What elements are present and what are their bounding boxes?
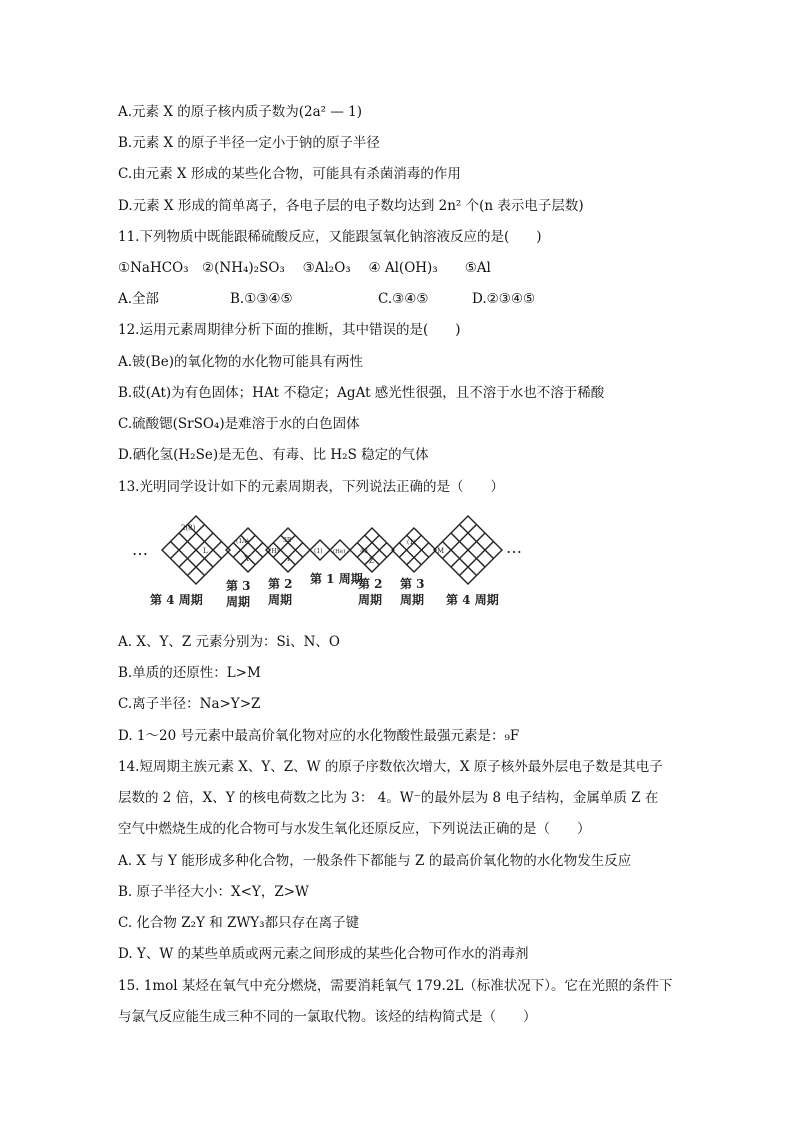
q11-stem: 11.下列物质中既能跟稀硫酸反应，又能跟氢氧化钠溶液反应的是( ) [118, 229, 542, 245]
q13-option-a: A. X、Y、Z 元素分别为：Si、N、O [118, 634, 340, 650]
cell-40: 40 [360, 548, 368, 555]
label-p3-left-b: 周期 [226, 595, 251, 609]
q10-option-a: A.元素 X 的原子核内质子数为(2a² — 1) [118, 104, 362, 120]
periodic-table-diagram [130, 508, 530, 612]
q13-stem: 13.光明同学设计如下的元素周期表，下列说法正确的是（ ） [118, 479, 504, 495]
cell-2-8: 2(8) [181, 524, 196, 532]
q11-option-a: A.全部 [118, 291, 160, 307]
cell-X: X [244, 555, 249, 563]
diagram-ellipsis-left: … [132, 540, 148, 559]
q14-stem-line3: 空气中燃烧生成的化合物可与水发生氧化还原反应，下列说法正确的是（ ） [118, 821, 591, 837]
cell-L: L [203, 547, 208, 555]
label-p3-right-b: 周期 [400, 593, 425, 607]
q11-options [118, 289, 678, 309]
q14-stem-line1: 14.短周期主族元素 X、Y、Z、W 的原子序数依次增大，X 原子核外最外层电子数是其电子 [118, 759, 663, 775]
cell-1: (1) [314, 548, 323, 555]
q14-option-a: A. X 与 Y 能形成多种化合物，一般条件下都能与 Z 的最高价氧化物的水化物发生反应 [118, 853, 632, 869]
q14-stem-line2: 层数的 2 倍，X、Y 的核电荷数之比为 3： 4。W⁻的最外层为 8 电子结构，金属单质 Z 在 [118, 790, 659, 806]
q12-stem: 12.运用元素周期律分析下面的推断，其中错误的是( ) [118, 322, 461, 338]
q11-option-c: C.③④⑤ [378, 291, 429, 307]
q14-option-b: B. 原子半径大小：X<Y，Z>W [118, 884, 309, 900]
label-p4-right: 第 4 周期 [446, 593, 499, 607]
label-p3-left-a: 第 3 [226, 579, 251, 593]
cell-M: M [437, 547, 445, 555]
q13-option-c: C.离子半径：Na>Y>Z [118, 696, 261, 712]
q15-stem-line2: 与氯气反应能生成三种不同的一氯取代物。该烃的结构简式是（ ） [118, 1009, 537, 1025]
q14-option-d: D. Y、W 的某些单质或两元素之间形成的某些化合物可作水的消毒剂 [118, 946, 529, 962]
q10-option-c: C.由元素 X 形成的某些化合物，可能具有杀菌消毒的作用 [118, 166, 461, 182]
q13-option-d: D. 1～20 号元素中最高价氧化物对应的水化物酸性最强元素是：₉F [118, 728, 520, 744]
cell-He: (He) [333, 549, 346, 555]
cell-Z: Z [369, 557, 374, 565]
cell-1A: (1A) [236, 538, 249, 545]
period2-right-diamond [350, 528, 394, 572]
label-p1: 第 1 周期 [310, 572, 363, 586]
label-p3-right-a: 第 3 [400, 577, 425, 591]
period4-left-diamond [162, 516, 230, 584]
q10-option-d: D.元素 X 形成的简单离子，各电子层的电子数均达到 2n² 个(n 表示电子层数) [118, 198, 584, 214]
cell-Y: Y [286, 555, 291, 563]
label-p2-right-a: 第 2 [358, 577, 383, 591]
q10-option-b: B.元素 X 的原子半径一定小于钠的原子半径 [118, 135, 380, 151]
cell-H: (H) [269, 548, 279, 555]
cell-1-right: (1) [407, 539, 416, 546]
label-p2-left-b: 周期 [268, 593, 293, 607]
period4-right-diamond [434, 516, 502, 584]
cell-3B: 3B [283, 537, 292, 544]
q13-option-b: B.单质的还原性：L>M [118, 665, 261, 681]
diagram-ellipsis-right: … [506, 538, 522, 557]
q11-items: ①NaHCO₃ ②(NH₄)₂SO₃ ③Al₂O₃ ④ Al(OH)₃ ⑤Al [118, 260, 491, 276]
period3-right-diamond [392, 528, 436, 572]
q11-option-d: D.②③④⑤ [472, 291, 536, 307]
q11-option-b: B.①③④⑤ [230, 291, 293, 307]
period3-left-diamond [226, 528, 270, 572]
q12-option-c: C.硫酸锶(SrSO₄)是难溶于水的白色固体 [118, 416, 360, 432]
q15-stem-line1: 15. 1mol 某烃在氧气中充分燃烧，需要消耗氧气 179.2L（标准状况下）。它在光照的条件下 [118, 978, 673, 994]
label-p2-right-b: 周期 [358, 593, 383, 607]
q12-option-d: D.硒化氢(H₂Se)是无色、有毒、比 H₂S 稳定的气体 [118, 447, 429, 463]
q12-option-b: B.砹(At)为有色固体；HAt 不稳定；AgAt 感光性很强，且不溶于水也不溶于稀酸 [118, 385, 605, 401]
q14-option-c: C. 化合物 Z₂Y 和 ZWY₃都只存在离子键 [118, 915, 360, 931]
q12-option-a: A.铍(Be)的氧化物的水化物可能具有两性 [118, 354, 363, 370]
label-p4-left: 第 4 周期 [150, 593, 203, 607]
label-p2-left-a: 第 2 [268, 577, 293, 591]
